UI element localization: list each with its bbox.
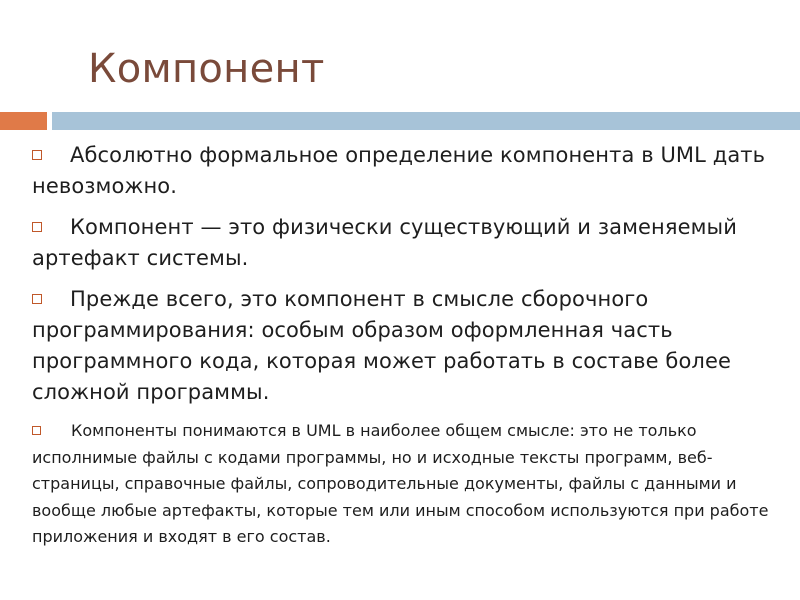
bullet-item (32, 212, 772, 274)
bullet-list (32, 140, 772, 551)
bullet-item (32, 418, 772, 551)
bullet-text: Компоненты понимаются в UML в наиболее общем смысле: это не только исполнимые файлы с кодами программы, но и исходные тексты программ, веб-страницы, справочные файлы, сопроводительные документы, файлы с данными и вообще любые артефакты, которые тем или иным способом используются при работе приложения и входят в его состав. (32, 421, 769, 546)
title-divider-bar (52, 112, 800, 130)
title-accent-bar (0, 112, 47, 130)
square-bullet-icon (32, 222, 42, 232)
bullet-text: Компонент — это физически существующий и заменяемый артефакт системы. (32, 215, 737, 270)
square-bullet-icon (32, 294, 42, 304)
bullet-item (32, 140, 772, 202)
bullet-text: Прежде всего, это компонент в смысле сборочного программирования: особым образом оформленная часть программного кода, которая может работать в составе более сложной программы. (32, 287, 731, 404)
bullet-item (32, 284, 772, 408)
slide-title: Компонент (88, 46, 325, 92)
bullet-text: Абсолютно формальное определение компонента в UML дать невозможно. (32, 143, 766, 198)
square-bullet-icon (32, 426, 41, 435)
square-bullet-icon (32, 150, 42, 160)
